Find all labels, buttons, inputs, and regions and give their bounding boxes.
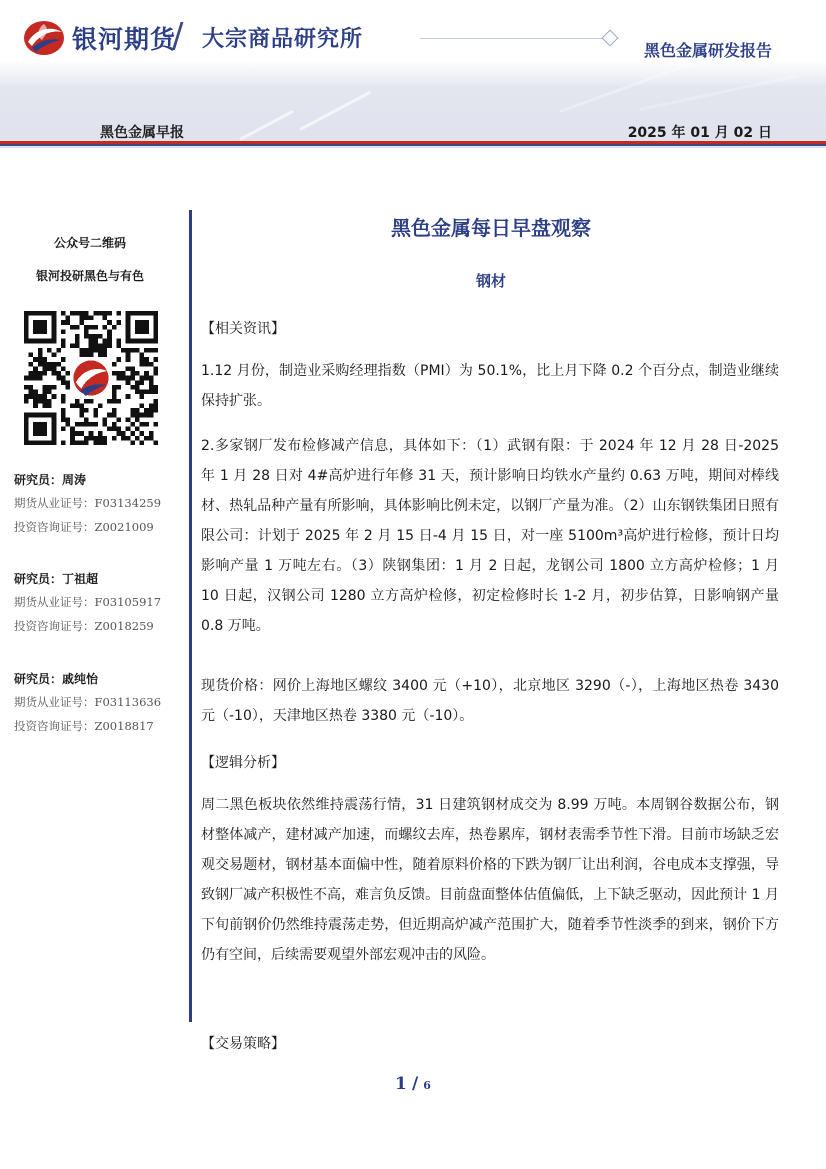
logic-analysis: 周二黑色板块依然维持震荡行情，31 日建筑钢材成交为 8.99 万吨。本周钢谷数据公布，钢材整体减产，建材减产加速，而螺纹去库，热卷累库，钢材表需季节性下滑。目前市场缺乏宏观交易题材，钢材基本面偏中性，随着原料价格的下跌为钢厂让出利润，谷电成本支撑强，导致钢厂减产积极性不高，难言负反馈。目前盘面整体估值偏低，上下缺乏驱动，因此预计 1 月下旬前钢价仍然维持震荡走势，但近期高炉减产范围扩大，随着季节性淡季的到来，钢价下方仍有空间，后续需要观望外部宏观冲击的风险。 — [201, 797, 779, 963]
header-decoration — [299, 91, 371, 131]
heading-strategy: 【交易策略】 — [201, 1036, 285, 1052]
analyst-advisory-row — [14, 714, 179, 738]
news-item: 2.多家钢厂发布检修减产信息，具体如下：（1）武钢有限：于 2024 年 12 月 28 日-2025 年 1 月 28 日对 4#高炉进行年修 31 天，预计影响日均铁水产量约 0.63 万吨，期间对棒线材、热轧品种产量有所影响，具体影响比例未定，以钢厂产量为准。（2）山东钢铁集团日照有限公司：计划于 2025 年 2 月 15 日-4 月 15 日，对一座 5100m³高炉进行检修，预计日均影响产量 1 万吨左右。（3）陕钢集团：1 月 2 日起，龙钢公司 1800 立方高炉检修；1 月 10 日起，汉钢公司 1280 立方高炉检修，初定检修时长 1-2 月，初步估算，日影响钢产量 0.8 万吨。 — [201, 438, 779, 634]
report-header — [0, 0, 826, 148]
qr-caption: 公众号二维码 — [53, 236, 126, 250]
analyst-name: 研究员：丁祖超 — [14, 572, 99, 586]
page-number — [0, 1074, 826, 1094]
license-label: 期货从业证号： — [14, 695, 95, 709]
analyst-license-row — [14, 491, 179, 515]
analyst-block — [14, 469, 179, 539]
header-blue-rule — [0, 144, 826, 146]
license-number: F03113636 — [94, 695, 162, 709]
heading-news: 【相关资讯】 — [201, 321, 285, 337]
advisory-label: 投资咨询证号： — [14, 520, 95, 534]
sidebar-divider — [189, 210, 192, 1022]
header-decoration — [239, 110, 293, 141]
qr-account-name: 银河投研黑色与有色 — [35, 269, 144, 283]
advisory-number: Z0021009 — [94, 520, 154, 534]
heading-logic: 【逻辑分析】 — [201, 755, 285, 771]
analyst-advisory-row — [14, 614, 179, 638]
header-fade — [0, 60, 826, 86]
header-rule — [420, 38, 606, 39]
news-item: 1.12 月份，制造业采购经理指数（PMI）为 50.1%，比上月下降 0.2 个百分点，制造业继续保持扩张。 — [201, 363, 779, 409]
brand-divider: / — [172, 16, 184, 56]
galaxy-logo-icon — [22, 18, 66, 58]
institute-name: 大宗商品研究所 — [202, 27, 364, 52]
advisory-label: 投资咨询证号： — [14, 719, 95, 733]
advisory-number: Z0018259 — [94, 619, 154, 633]
analyst-block — [14, 568, 179, 638]
analyst-name: 研究员：周涛 — [14, 473, 87, 487]
report-type: 黑色金属研发报告 — [643, 41, 772, 60]
analyst-block — [14, 668, 179, 738]
analyst-license-row — [14, 590, 179, 614]
license-number: F03134259 — [94, 496, 162, 510]
report-series: 黑色金属早报 — [100, 125, 184, 141]
spot-prices: 现货价格：网价上海地区螺纹 3400 元（+10），北京地区 3290（-），上海地区热卷 3430 元（-10），天津地区热卷 3380 元（-10）。 — [201, 678, 779, 724]
license-label: 期货从业证号： — [14, 496, 95, 510]
total-pages: 6 — [423, 1079, 431, 1092]
section-title: 钢材 — [475, 272, 506, 290]
advisory-number: Z0018817 — [94, 719, 154, 733]
brand-name: 银河期货 — [72, 25, 177, 54]
current-page: 1 — [395, 1074, 407, 1094]
analyst-license-row — [14, 690, 179, 714]
qr-code-icon[interactable] — [24, 311, 158, 445]
license-number: F03105917 — [94, 595, 162, 609]
page-separator: / — [411, 1074, 419, 1094]
analyst-advisory-row — [14, 515, 179, 539]
report-title: 黑色金属每日早盘观察 — [391, 216, 591, 240]
analyst-name: 研究员：戚纯怡 — [14, 672, 99, 686]
license-label: 期货从业证号： — [14, 595, 95, 609]
report-date: 2025 年 01 月 02 日 — [627, 125, 772, 141]
advisory-label: 投资咨询证号： — [14, 619, 95, 633]
